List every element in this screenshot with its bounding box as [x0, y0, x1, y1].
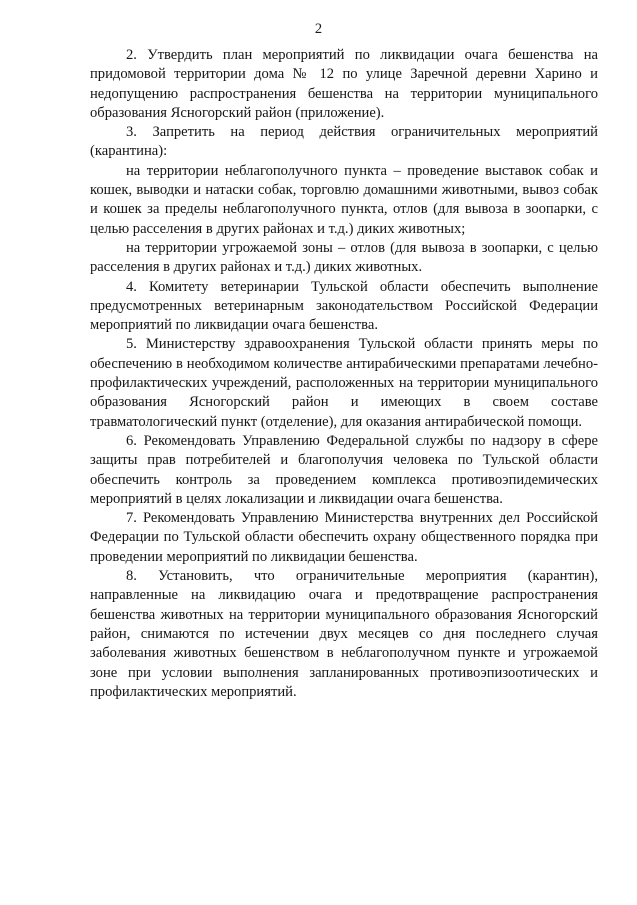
paragraph-item-4: 4. Комитету ветеринарии Тульской области обеспечить выполнение предусмотренных ветеринарным законодательством Российской Федерации мероприятий по ликвидации очага бешенства. [90, 278, 598, 334]
paragraph-item-5: 5. Министерству здравоохранения Тульской области принять меры по обеспечению в необходимом количестве антирабическими препаратами лечебно-профилактических учреждений, расположенных на территории муниципального образования Ясногорский район и имеющих в своем составе травматологический пункт (отделение), для оказания антирабической помощи. [90, 336, 598, 430]
page-number: 2 [314, 21, 323, 37]
paragraph-item-3-subitem-1: на территории неблагополучного пункта – проведение выставок собак и кошек, выводки и натаски собак, торговлю домашними животными, вывоз собак и кошек за пределы неблагополучного пункта, отлов (для вывоза в зоопарки, с целью расселения в других районах и т.д.) диких животных; [90, 162, 598, 237]
paragraph-item-8: 8. Установить, что ограничительные мероприятия (карантин), направленные на ликвидацию очага и предотвращение распространения бешенства животных на территории муниципального образования Ясногорский район, снимаются по истечении двух месяцев со дня последнего случая заболевания животных бешенством в неблагополучном пункте и угрожаемой зоне при условии выполнения запланированных противоэпизоотических и профилактических мероприятий. [90, 568, 598, 700]
paragraph-item-2: 2. Утвердить план мероприятий по ликвидации очага бешенства на придомовой территории дома № 12 по улице Заречной деревни Харино и недопущению распространения бешенства на территории муниципального образования Ясногорский район (приложение). [90, 47, 598, 121]
paragraph-item-7: 7. Рекомендовать Управлению Министерства внутренних дел Российской Федерации по Тульской области обеспечить охрану общественного порядка при проведении мероприятий по ликвидации бешенства. [90, 510, 598, 565]
paragraph-item-3-subitem-2: на территории угрожаемой зоны – отлов (для вывоза в зоопарки, с целью расселения в других районах и т.д.) диких животных. [90, 239, 598, 276]
paragraph-item-3: 3. Запретить на период действия ограничительных мероприятий (карантина): [90, 124, 598, 160]
document-body [90, 46, 598, 702]
paragraph-item-6: 6. Рекомендовать Управлению Федеральной службы по надзору в сфере защиты прав потребителей и благополучия человека по Тульской области обеспечить контроль за проведением комплекса противоэпидемических мероприятий в целях локализации и ликвидации очага бешенства. [90, 432, 598, 507]
